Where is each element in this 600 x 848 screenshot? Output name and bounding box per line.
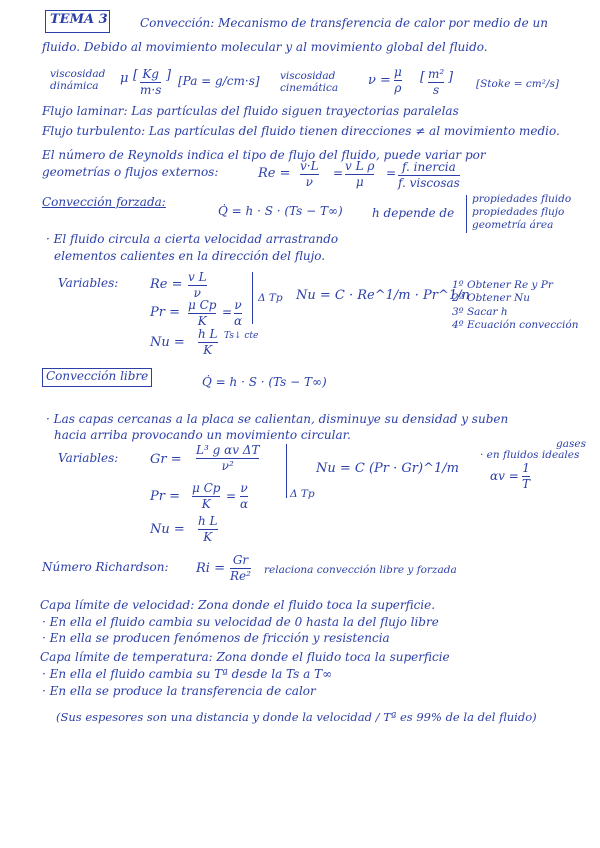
boundary-line-6: · En ella se produce la transferencia de calor — [42, 684, 316, 698]
alpha-v-frac: 1 T — [522, 461, 531, 491]
turbulent-flow: Flujo turbulento: Las partículas del fluido tienen direcciones ≠ al movimiento medio. — [42, 124, 560, 138]
ideal-fluids: · en fluidos ideales — [480, 449, 580, 461]
forced-pr-lhs: Pr = — [150, 305, 180, 320]
alpha-v-lhs: αv = — [490, 469, 519, 483]
depends-brace — [466, 195, 467, 233]
ri-frac: Gr Re² — [230, 553, 251, 583]
free-variables: Variables: — [58, 451, 119, 465]
forced-pr-frac-2: ν α — [234, 298, 243, 328]
free-nu-lhs: Nu = — [150, 522, 185, 537]
free-bullet-2: hacia arriba provocando un movimiento circular. — [54, 428, 351, 442]
forced-nu-lhs: Nu = — [150, 335, 185, 350]
step-4: 4º Ecuación convección — [452, 319, 579, 331]
eq-sign-1: = — [333, 166, 344, 180]
boundary-line-7: (Sus espesores son una distancia y donde la velocidad / Tª es 99% de la del fluido) — [56, 710, 537, 724]
dep-1: propiedades fluido — [472, 193, 572, 205]
bracket-open: [ — [133, 68, 139, 83]
re-frac-1: v·L ν — [300, 159, 319, 189]
reynolds-line-1: El número de Reynolds indica el tipo de flujo del fluido, puede variar por — [42, 148, 486, 162]
free-bullet-1: · Las capas cercanas a la placa se calientan, disminuye su densidad y suben — [46, 412, 509, 426]
forced-heading: Convección forzada: — [42, 195, 166, 209]
forced-depends: h depende de — [372, 206, 455, 220]
boundary-line-4: Capa límite de temperatura: Zona donde el fluido toca la superficie — [40, 650, 450, 664]
step-2: 2º Obtener Nu — [452, 292, 531, 304]
forced-eq: Q̇ = h · S · (Ts − T∞) — [218, 204, 343, 218]
nu-eq: ν = — [368, 73, 391, 88]
free-eq: Q̇ = h · S · (Ts − T∞) — [202, 375, 327, 389]
forced-pr-eq: = — [222, 305, 233, 319]
free-heading: Convección libre — [46, 369, 149, 383]
boundary-line-2: · En ella el fluido cambia su velocidad de 0 hasta la del flujo libre — [42, 615, 439, 629]
kin-visc-label-2: cinemática — [280, 82, 339, 94]
step-3: 3º Sacar h — [452, 306, 508, 318]
unit-kg-ms: Kg m·s — [140, 67, 162, 97]
dyn-visc-label-1: viscosidad — [50, 68, 106, 80]
unit-m2-s: m² s — [428, 67, 445, 97]
richardson-desc: relaciona convección libre y forzada — [264, 564, 457, 576]
boundary-line-5: · En ella el fluido cambia su Tª desde la Ts a T∞ — [42, 667, 333, 681]
forced-nu-note: Ts↓ cte — [224, 331, 259, 341]
forced-bullet-1: · El fluido circula a cierta velocidad arrastrando — [46, 232, 339, 246]
forced-nusselt: Nu = C · Re^1/m · Pr^1/n — [296, 288, 470, 303]
dyn-visc-label-2: dinámica — [50, 80, 99, 92]
forced-vars-brace — [252, 272, 253, 324]
free-pr-frac: μ Cp K — [192, 481, 221, 511]
re-lhs: Re = — [258, 166, 291, 181]
free-pr-lhs: Pr = — [150, 489, 180, 504]
gases-label: gases — [556, 438, 586, 450]
step-1: 1º Obtener Re y Pr — [452, 279, 553, 291]
laminar-flow: Flujo laminar: Las partículas del fluido siguen trayectorias paralelas — [42, 104, 459, 118]
boundary-line-3: · En ella se producen fenómenos de fricción y resistencia — [42, 631, 390, 645]
re-frac-3: f. inercia f. viscosas — [398, 160, 460, 190]
forced-nu-frac: h L K — [198, 327, 218, 357]
re-frac-2: v L ρ μ — [345, 159, 375, 189]
forced-tp: Δ Tp — [258, 292, 283, 304]
unit-pa: [Pa = g/cm·s] — [178, 74, 260, 88]
forced-bullet-2: elementos calientes en la dirección del flujo. — [54, 249, 326, 263]
richardson-label: Número Richardson: — [42, 560, 169, 574]
free-tp: Δ Tp — [290, 488, 315, 500]
dep-3: geometría área — [472, 219, 554, 231]
free-pr-frac-2: ν α — [240, 481, 249, 511]
nu-fraction: μ ρ — [394, 65, 402, 95]
title-tag: TEMA 3 — [50, 12, 108, 27]
ri-lhs: Ri = — [196, 561, 225, 576]
free-gr-lhs: Gr = — [150, 452, 182, 467]
forced-pr-frac: μ Cp K — [188, 298, 217, 328]
forced-variables: Variables: — [58, 276, 119, 290]
free-nusselt: Nu = C (Pr · Gr)^1/m — [316, 461, 459, 476]
bracket-close: ] — [166, 68, 172, 83]
intro-line-1: Convección: Mecanismo de transferencia de calor por medio de un — [140, 16, 548, 30]
bracket-open-2: [ — [420, 70, 426, 85]
dep-2: propiedades flujo — [472, 206, 565, 218]
free-vars-brace — [286, 444, 287, 498]
eq-sign-2: = — [386, 166, 397, 180]
free-pr-eq: = — [226, 489, 237, 503]
reynolds-line-2: geometrías o flujos externos: — [42, 165, 219, 179]
boundary-line-1: Capa límite de velocidad: Zona donde el fluido toca la superficie. — [40, 598, 436, 612]
mu-symbol: μ — [120, 71, 129, 86]
free-gr-frac: L³ g αv ΔT ν² — [196, 443, 260, 473]
intro-line-2: fluido. Debido al movimiento molecular y al movimiento global del fluido. — [42, 40, 488, 54]
forced-re-lhs: Re = — [150, 277, 183, 292]
bracket-close-2: ] — [448, 70, 454, 85]
kin-visc-label-1: viscosidad — [280, 70, 336, 82]
free-nu-frac: h L K — [198, 514, 218, 544]
forced-re-frac: v L ν — [188, 270, 207, 300]
stokes-unit: [Stoke = cm²/s] — [476, 78, 559, 90]
